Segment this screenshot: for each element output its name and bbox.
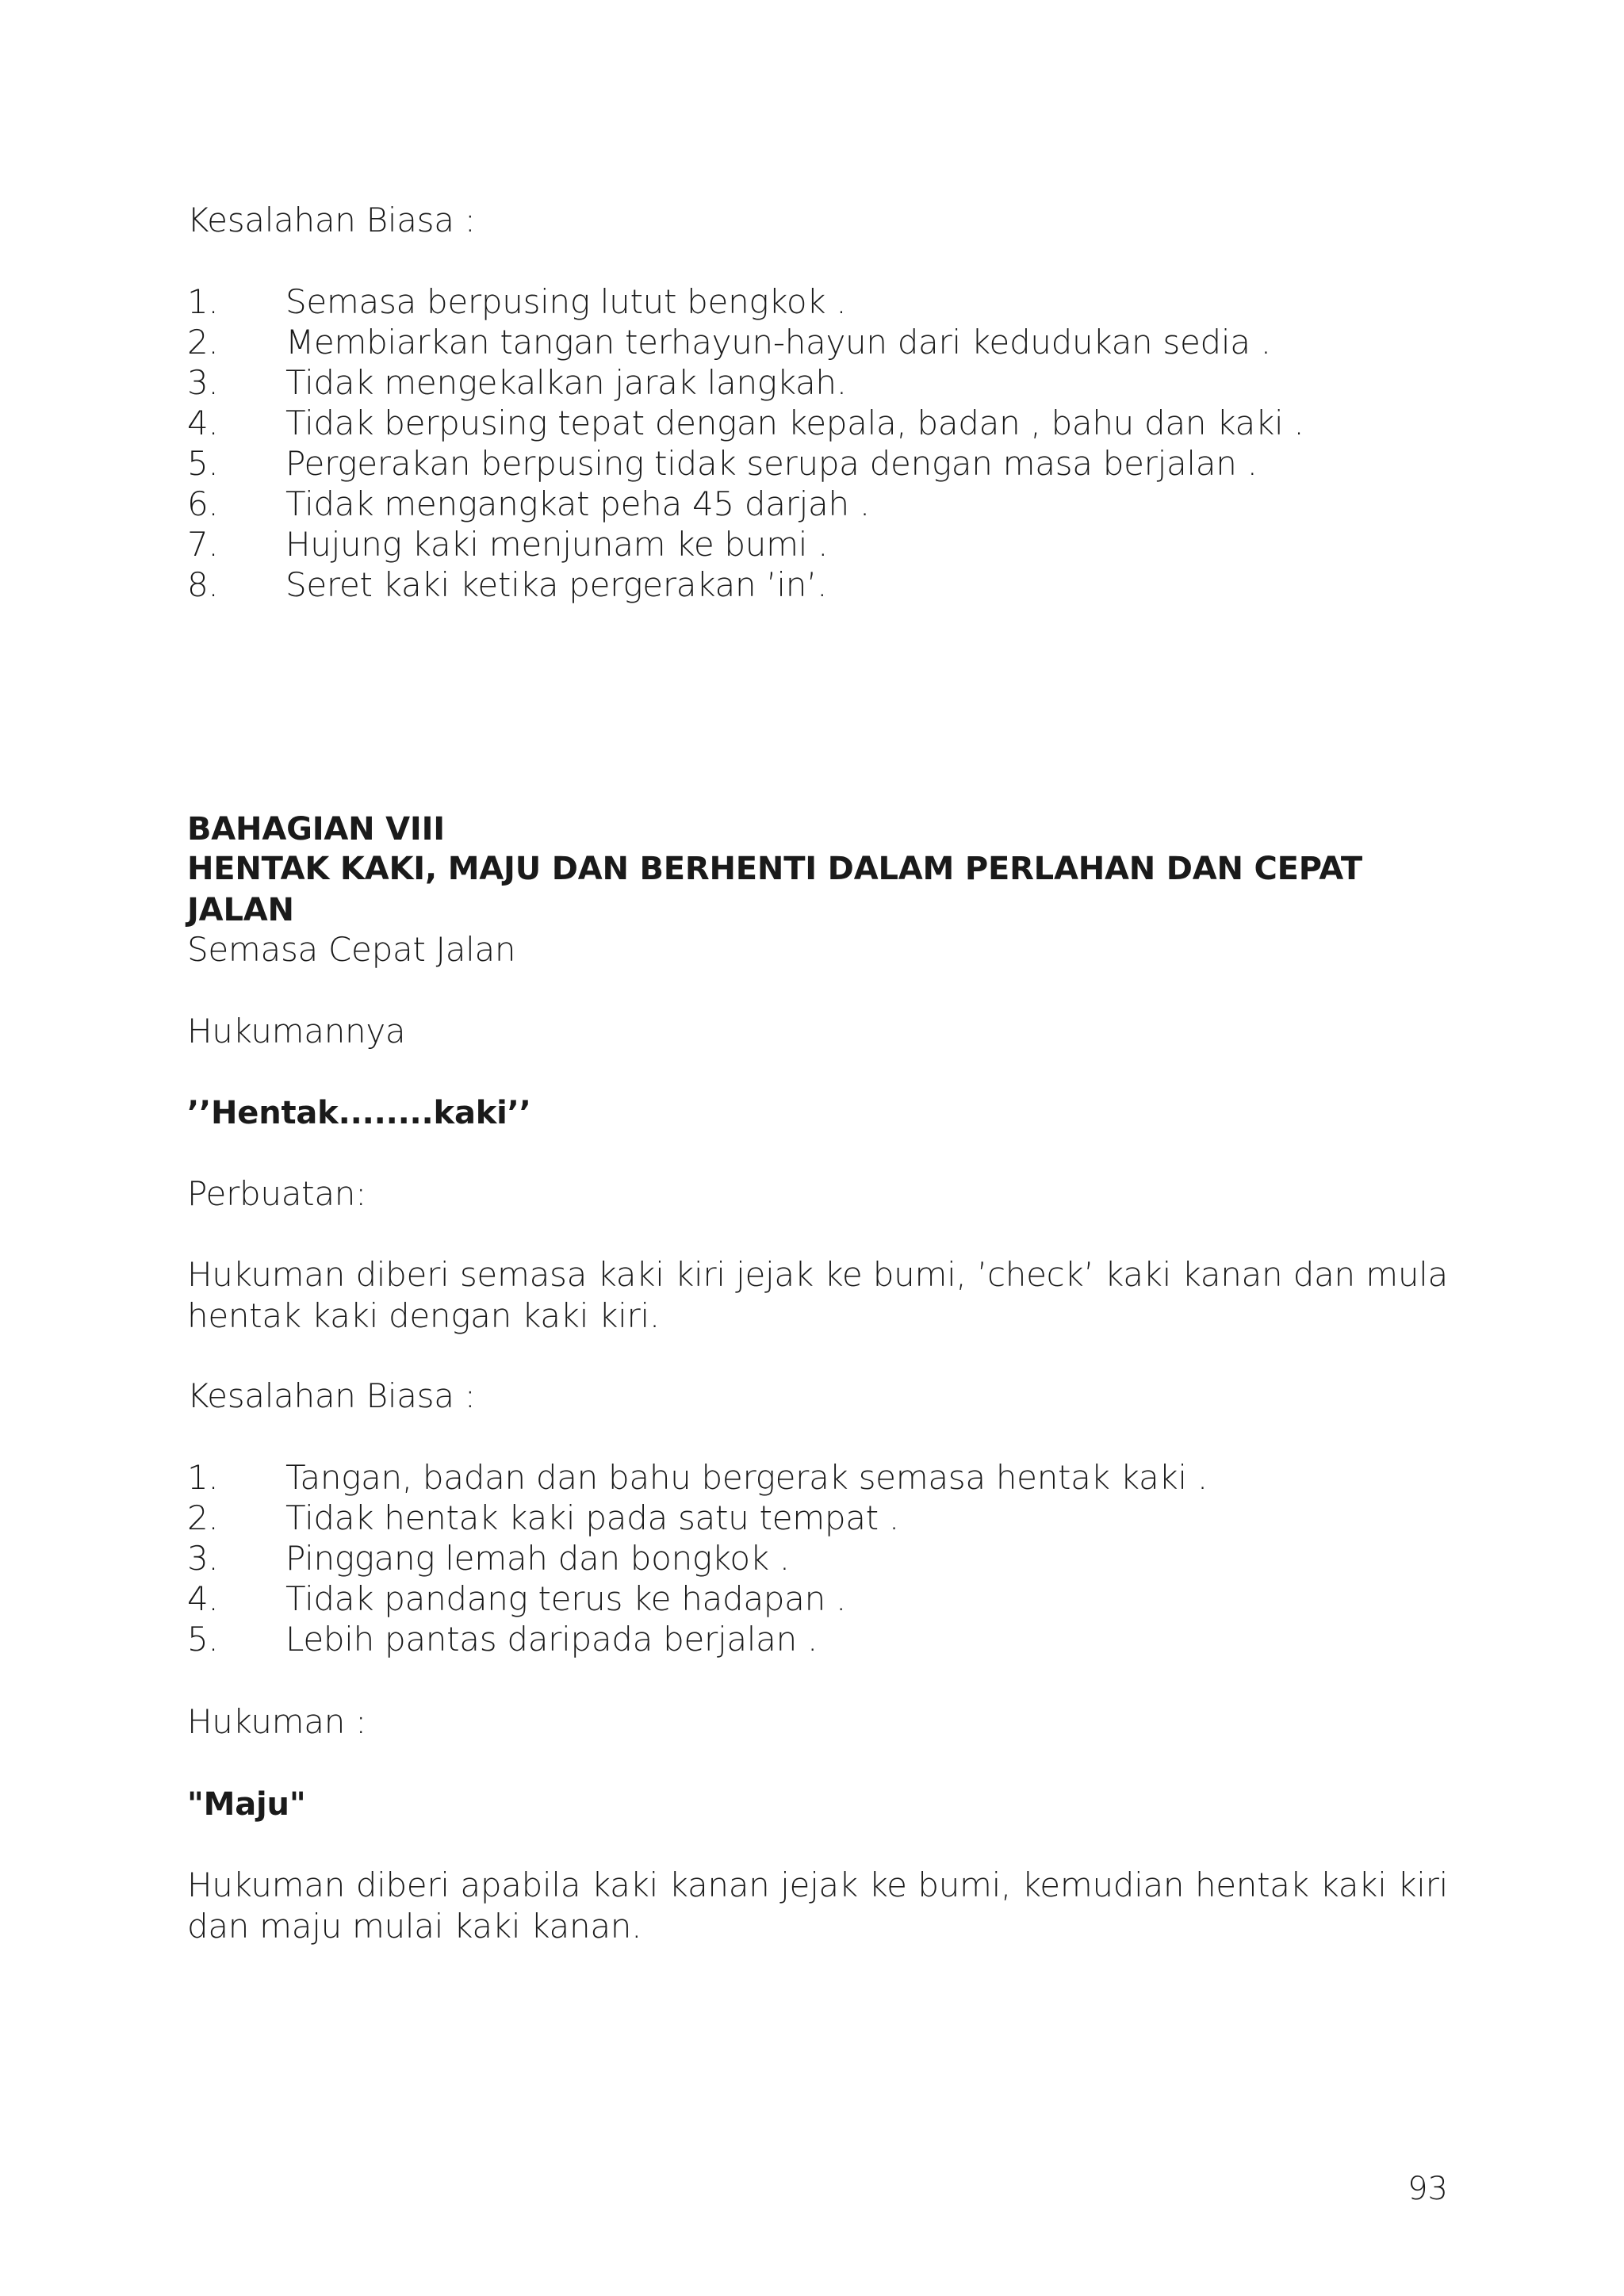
list-item — [187, 281, 1448, 322]
mistakes-heading: Kesalahan Biasa : — [187, 1376, 476, 1415]
section1-list — [187, 281, 1448, 605]
list-number: 1. — [187, 282, 219, 321]
list-number: 1. — [187, 1458, 219, 1497]
list-number: 2. — [187, 323, 219, 362]
list-text: Tidak mengangkat peha 45 darjah . — [285, 484, 870, 523]
list-number: 3. — [187, 1539, 219, 1578]
list-item — [187, 403, 1448, 443]
page-number: 93 — [1408, 2171, 1448, 2207]
list-text: Pergerakan berpusing tidak serupa dengan masa berjalan . — [285, 444, 1258, 483]
list-text: Membiarkan tangan terhayun-hayun dari kedudukan sedia . — [285, 323, 1271, 362]
list-number: 5. — [187, 1620, 219, 1659]
list-number: 8. — [187, 565, 219, 604]
section-part-heading: BAHAGIAN VIII — [187, 811, 445, 848]
action-paragraph: Hukuman diberi semasa kaki kiri jejak ke bumi, ’check’ kaki kanan dan mula hentak kaki dengan kaki kiri. — [187, 1255, 1448, 1335]
list-number: 4. — [187, 404, 219, 442]
section-title: HENTAK KAKI, MAJU DAN BERHENTI DALAM PERLAHAN DAN CEPAT JALAN — [187, 851, 1362, 928]
mistakes-list — [187, 1457, 1448, 1659]
section-subtitle: Semasa Cepat Jalan — [187, 930, 516, 969]
list-item — [187, 322, 1448, 362]
document-page — [187, 0, 1448, 2296]
list-number: 5. — [187, 444, 219, 483]
command-label: Hukumannya — [187, 1012, 406, 1050]
list-item — [187, 1578, 1448, 1619]
list-number: 2. — [187, 1498, 219, 1537]
list-text: Semasa berpusing lutut bengkok . — [285, 282, 847, 321]
section1-heading: Kesalahan Biasa : — [187, 201, 476, 239]
list-number: 6. — [187, 484, 219, 523]
list-item — [187, 1619, 1448, 1659]
list-text: Hujung kaki menjunam ke bumi . — [285, 525, 829, 564]
list-text: Tidak berpusing tepat dengan kepala, badan , bahu dan kaki . — [285, 404, 1304, 442]
list-item — [187, 484, 1448, 524]
list-item — [187, 443, 1448, 484]
list-text: Lebih pantas daripada berjalan . — [285, 1620, 818, 1659]
list-number: 3. — [187, 363, 219, 402]
list-item — [187, 1457, 1448, 1498]
list-item — [187, 1498, 1448, 1538]
command2-text: "Maju" — [187, 1786, 306, 1823]
list-item — [187, 564, 1448, 605]
command2-paragraph: Hukuman diberi apabila kaki kanan jejak ke bumi, kemudian hentak kaki kiri dan maju mulai kaki kanan. — [187, 1866, 1448, 1946]
list-item — [187, 1538, 1448, 1578]
action-label: Perbuatan: — [187, 1174, 366, 1213]
list-number: 7. — [187, 525, 219, 564]
command2-label: Hukuman : — [187, 1702, 366, 1741]
command-text: ’’Hentak........kaki’’ — [187, 1095, 531, 1131]
list-number: 4. — [187, 1579, 219, 1618]
list-text: Tidak pandang terus ke hadapan . — [285, 1579, 847, 1618]
list-item — [187, 524, 1448, 564]
list-text: Tidak hentak kaki pada satu tempat . — [285, 1498, 899, 1537]
list-text: Tangan, badan dan bahu bergerak semasa hentak kaki . — [285, 1458, 1208, 1497]
list-text: Seret kaki ketika pergerakan ’in’. — [285, 565, 828, 604]
list-item — [187, 362, 1448, 403]
list-text: Tidak mengekalkan jarak langkah. — [285, 363, 847, 402]
list-text: Pinggang lemah dan bongkok . — [285, 1539, 790, 1578]
